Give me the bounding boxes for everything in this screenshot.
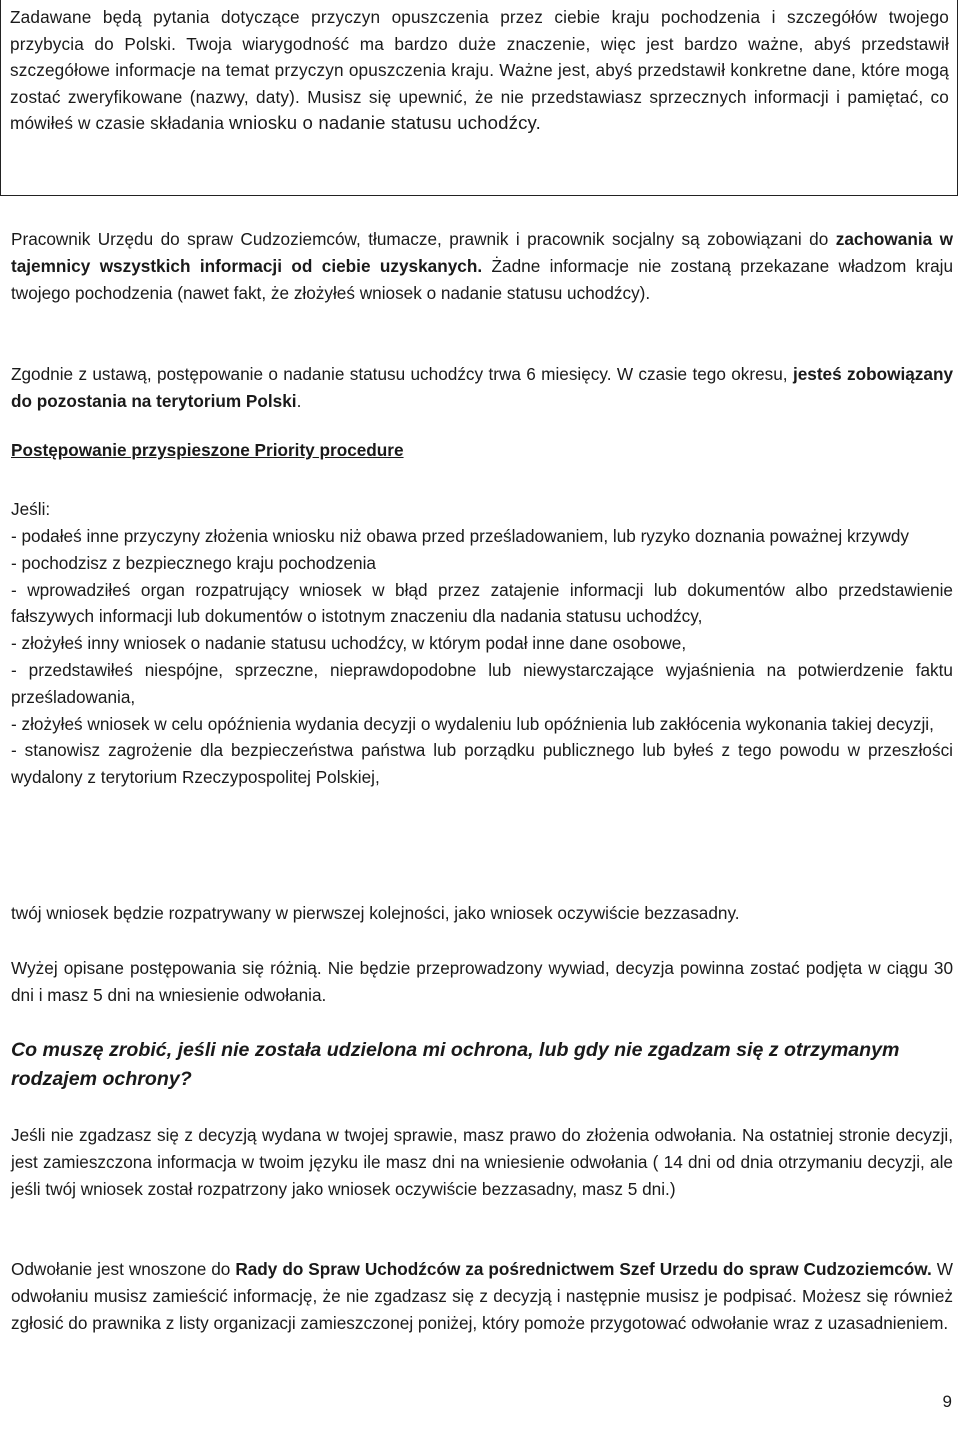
list-item: - wprowadziłeś organ rozpatrujący wniosek w błąd przez zatajenie informacji lub dokumentów albo przedstawienie fałszywych informacji lub dokumentów o istotnym znaczeniu dla nadania statusu uchodźcy, (11, 579, 953, 627)
priority-conclusion: twój wniosek będzie rozpatrywany w pierwszej kolejności, jako wniosek oczywiście bezzasadny. (11, 903, 740, 923)
confidentiality-paragraph (11, 226, 953, 306)
appeal-rest: W odwołaniu musisz zamieścić informację, że nie zgadzasz się z decyzją i następnie musisz je podpisać. Możesz się również zgłosić do prawnika z listy organizacji zamieszczonej poniżej, który pomoże przygotować odwołanie wraz z uzasadnieniem. (11, 1259, 953, 1333)
list-item: - złożyłeś wniosek w celu opóźnienia wydania decyzji o wydaleniu lub opóźnienia lub zakłócenia wykonania takiej decyzji, (11, 713, 934, 734)
appeal-paragraph-1: Jeśli nie zgadzasz się z decyzją wydana w twojej sprawie, masz prawo do złożenia odwołania. Na ostatniej stronie decyzji, jest zamieszczona informacja w twoim języku ile masz dni na wniesienie odwołania ( 14 dni od dnia otrzymaniu decyzji, ale jeśli twój wniosek został rozpatrzony jako wniosek oczywiście bezzasadny, masz 5 dni.) (11, 1125, 953, 1199)
interview-info-text: Zadawane będą pytania dotyczące przyczyn opuszczenia przez ciebie kraju pochodzenia i szczegółów twojego przybycia do Polski. Twoja wiarygodność ma bardzo duże znaczenie, więc jest bardzo ważne, abyś przedstawił szczegółowe informacje na temat przyczyn opuszczenia kraju. Ważne jest, abyś przedstawił konkretne dane, które mogą zostać zweryfikowane (nazwy, daty). Musisz się upewnić, że nie przedstawiasz sprzecznych informacji i pamiętać, co mówiłeś w czasie składania (10, 7, 949, 133)
list-item: - podałeś inne przyczyny złożenia wniosku niż obawa przed prześladowaniem, lub ryzyko doznania poważnej krzywdy (11, 526, 910, 546)
list-item: - przedstawiłeś niespójne, sprzeczne, nieprawdopodobne lub niewystarczające wyjaśnienia na potwierdzenie faktu prześladowania, (11, 659, 953, 707)
list-item: - złożyłeś inny wniosek o nadanie statusu uchodźcy, w którym podał inne dane osobowe, (11, 633, 687, 654)
confidentiality-bold: zachowania w tajemnicy wszystkich informacji od ciebie uzyskanych. (11, 229, 954, 276)
list-item: - pochodzisz z bezpiecznego kraju pochodzenia (11, 552, 376, 573)
duration-end: . (296, 390, 302, 411)
appeal-question-heading: Co muszę zrobić, jeśli nie została udzielona mi ochrona, lub gdy nie zgadzam się z otrzymanym rodzajem ochrony? (11, 1039, 900, 1090)
duration-text: Zgodnie z ustawą, postępowanie o nadanie statusu uchodźcy trwa 6 miesięcy. W czasie tego okresu, (11, 364, 793, 384)
duration-paragraph (11, 361, 953, 415)
confidentiality-rest: Żadne informacje nie zostaną przekazane władzom kraju twojego pochodzenia (nawet fakt, że złożyłeś wniosek o nadanie statusu uchodźcy). (11, 255, 953, 303)
interview-info-tail: wniosku o nadanie statusu uchodźcy. (229, 112, 541, 133)
appeal-bold: Rady do Spraw Uchodźców za pośrednictwem Szef Urzedu do spraw Cudzoziemców. (235, 1259, 932, 1279)
procedure-difference: Wyżej opisane postępowania się różnią. Nie będzie przeprowadzony wywiad, decyzja powinna zostać podjęta w ciągu 30 dni i masz 5 dni na wniesienie odwołania. (11, 958, 953, 1005)
priority-intro: Jeśli: (11, 499, 51, 519)
priority-conditions-list (11, 523, 953, 791)
page-number: 9 (942, 1392, 952, 1411)
priority-heading: Postępowanie przyspieszone Priority procedure (11, 440, 404, 460)
confidentiality-lead: Pracownik Urzędu do spraw Cudzoziemców, tłumacze, prawnik i pracownik socjalny są zobowiązani do (11, 229, 829, 249)
list-item: - stanowisz zagrożenie dla bezpieczeństwa państwa lub porządku publicznego lub byłeś z tego powodu w przeszłości wydalony z terytorium Rzeczypospolitej Polskiej, (11, 740, 953, 788)
interview-info-box (0, 0, 958, 196)
duration-bold: jesteś zobowiązany do pozostania na terytorium Polski (11, 364, 954, 411)
appeal-lead: Odwołanie jest wnoszone do (11, 1259, 236, 1279)
interview-info-paragraph (10, 4, 949, 137)
appeal-paragraph-2 (11, 1256, 953, 1336)
